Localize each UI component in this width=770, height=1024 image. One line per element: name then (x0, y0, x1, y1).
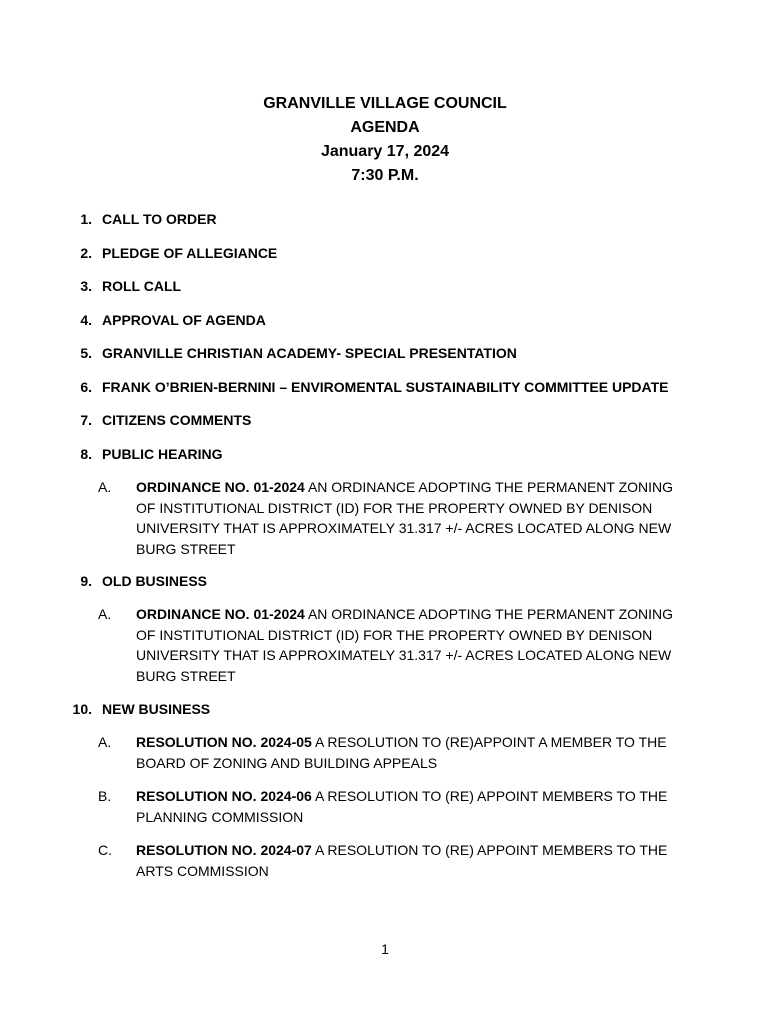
ordinance-description: AN ORDINANCE ADOPTING THE PERMANENT ZONING OF INSTITUTIONAL DISTRICT (ID) FOR THE PROPERTY OWNED BY DENISON UNIVERSITY THAT IS APPROXIMATELY 31.317 +/- ACRES LOCATED ALONG NEW BURG STREET (136, 479, 674, 557)
item-number: 7. (80, 412, 92, 428)
agenda-item (0, 571, 770, 592)
sub-item-letter: A. (98, 479, 112, 495)
sub-item-letter: B. (98, 788, 112, 804)
item-number: 1. (80, 211, 92, 227)
item-number: 5. (80, 345, 92, 361)
agenda-list (0, 209, 770, 881)
sub-item (0, 604, 770, 686)
sub-item-letter: A. (98, 606, 112, 622)
item-title: OLD BUSINESS (102, 573, 208, 589)
item-number: 8. (80, 446, 92, 462)
item-title: FRANK O’BRIEN-BERNINI – ENVIROMENTAL SUSTAINABILITY COMMITTEE UPDATE (102, 379, 669, 395)
item-number: 2. (80, 245, 92, 261)
item-number: 10. (72, 701, 92, 717)
agenda-item (0, 276, 770, 297)
item-title: PLEDGE OF ALLEGIANCE (102, 245, 278, 261)
agenda-item (0, 444, 770, 465)
resolution-description: A RESOLUTION TO (RE)APPOINT A MEMBER TO THE BOARD OF ZONING AND BUILDING APPEALS (136, 734, 667, 771)
sub-item-letter: C. (98, 842, 112, 858)
sub-item (0, 786, 770, 827)
item-title: CALL TO ORDER (102, 211, 217, 227)
agenda-item (0, 410, 770, 431)
meeting-time: 7:30 P.M. (351, 167, 419, 184)
council-name: GRANVILLE VILLAGE COUNCIL (263, 95, 507, 112)
item-title: APPROVAL OF AGENDA (102, 312, 266, 328)
item-number: 6. (80, 379, 92, 395)
sub-item (0, 477, 770, 559)
document-title: AGENDA (350, 119, 420, 136)
ordinance-number: ORDINANCE NO. 01-2024 (136, 479, 305, 495)
resolution-description: A RESOLUTION TO (RE) APPOINT MEMBERS TO THE ARTS COMMISSION (136, 842, 668, 879)
resolution-number: RESOLUTION NO. 2024-07 (136, 842, 312, 858)
item-number: 3. (80, 278, 92, 294)
item-number: 4. (80, 312, 92, 328)
meeting-date: January 17, 2024 (320, 143, 450, 160)
agenda-item (0, 310, 770, 331)
item-title: GRANVILLE CHRISTIAN ACADEMY- SPECIAL PRESENTATION (102, 345, 517, 361)
agenda-item (0, 699, 770, 720)
item-title: CITIZENS COMMENTS (102, 412, 252, 428)
agenda-item (0, 343, 770, 364)
agenda-item (0, 209, 770, 230)
sub-item-letter: A. (98, 734, 112, 750)
item-number: 9. (80, 573, 92, 589)
ordinance-number: ORDINANCE NO. 01-2024 (136, 606, 305, 622)
resolution-description: A RESOLUTION TO (RE) APPOINT MEMBERS TO THE PLANNING COMMISSION (136, 788, 668, 825)
agenda-item (0, 243, 770, 264)
agenda-header (0, 92, 770, 188)
sub-item (0, 840, 770, 881)
page-number: 1 (381, 941, 389, 957)
item-title: ROLL CALL (102, 278, 182, 294)
item-title: NEW BUSINESS (102, 701, 211, 717)
item-title: PUBLIC HEARING (102, 446, 223, 462)
resolution-number: RESOLUTION NO. 2024-05 (136, 734, 312, 750)
sub-item (0, 732, 770, 773)
agenda-item (0, 377, 770, 398)
resolution-number: RESOLUTION NO. 2024-06 (136, 788, 312, 804)
ordinance-description: AN ORDINANCE ADOPTING THE PERMANENT ZONING OF INSTITUTIONAL DISTRICT (ID) FOR THE PROPERTY OWNED BY DENISON UNIVERSITY THAT IS APPROXIMATELY 31.317 +/- ACRES LOCATED ALONG NEW BURG STREET (136, 606, 674, 684)
